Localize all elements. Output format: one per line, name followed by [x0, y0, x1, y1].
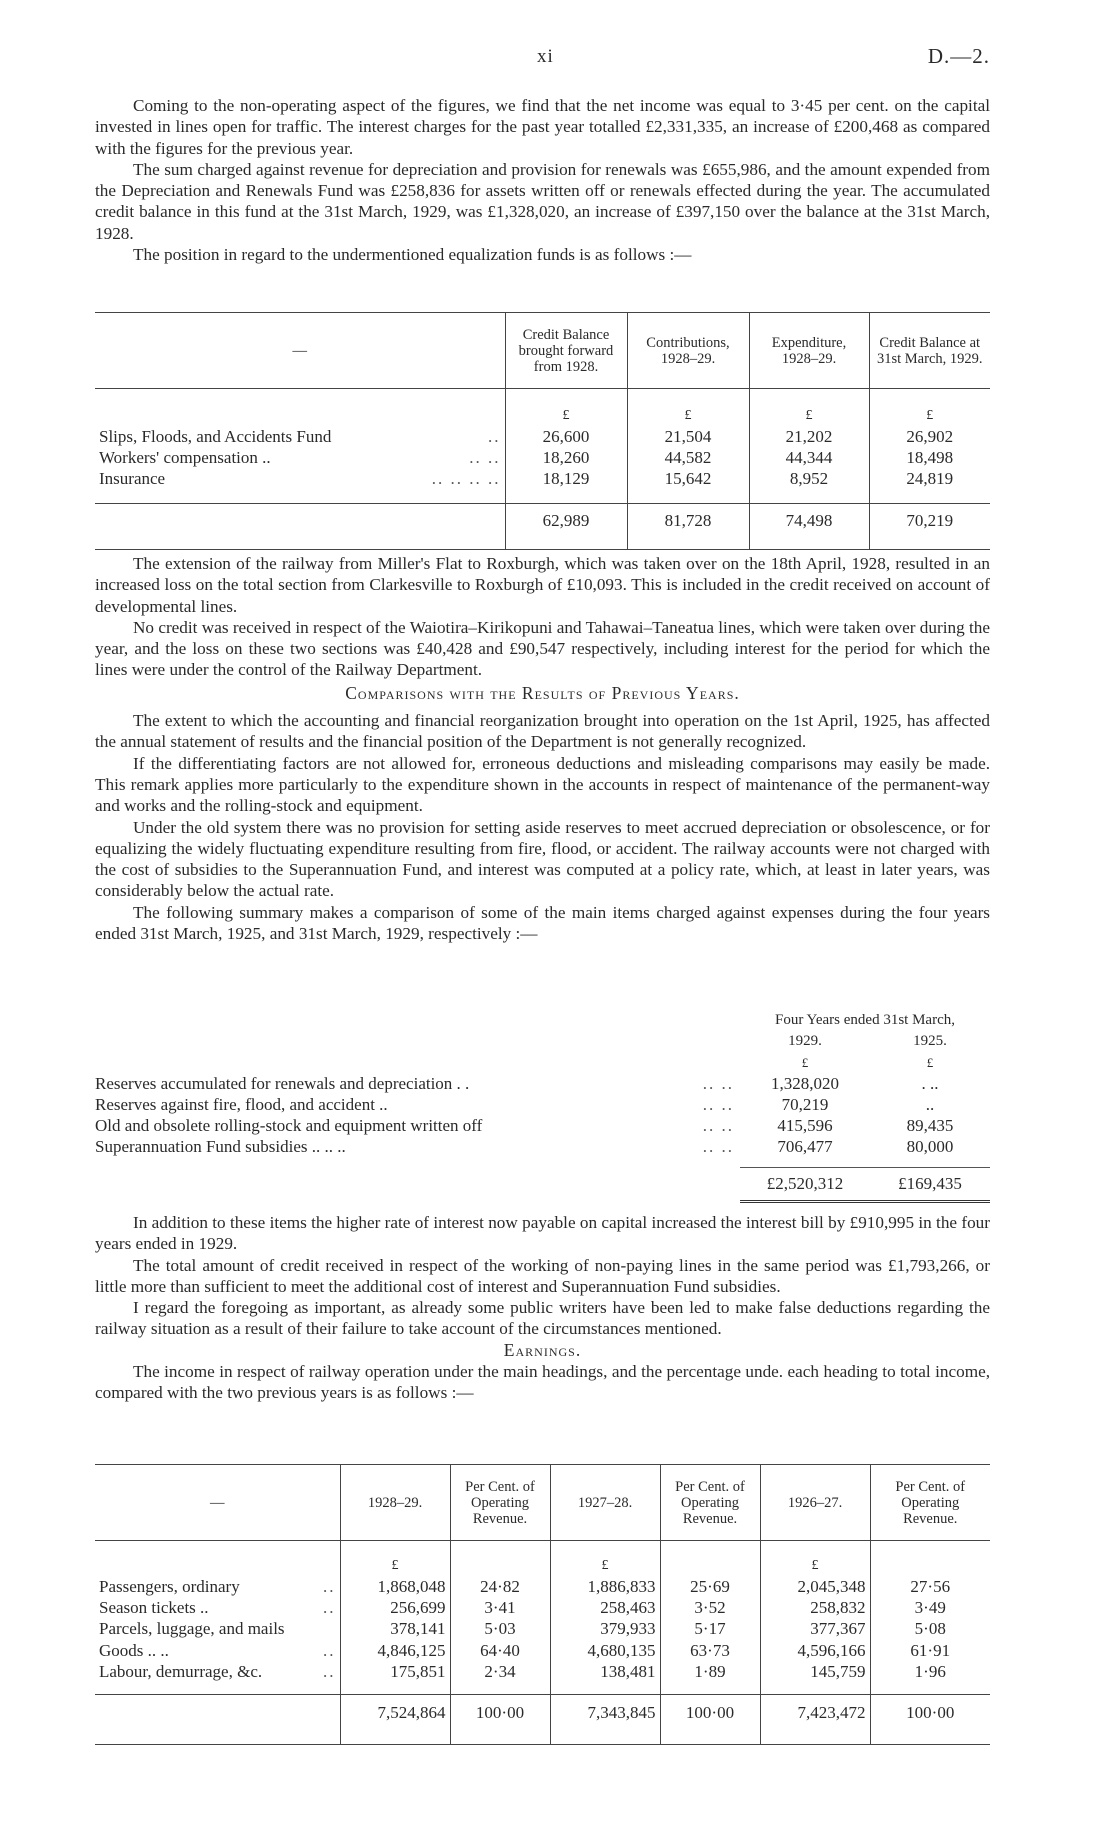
table-row: Slips, Floods, and Accidents Fund .. 26,600 21,504 21,202 26,902	[95, 426, 990, 447]
earnings-totals-row: 7,524,864 100·00 7,343,845 100·00 7,423,472 100·00	[95, 1694, 990, 1730]
paragraph: Coming to the non-operating aspect of the figures, we find that the net income was equal to 3·45 per cent. on the capital invested in lines open for traffic. The interest charges for the past year totalled £2,331,335, an increase of £200,468 as compared with the figures for the previous year.	[95, 96, 990, 158]
section-heading-comparisons: Comparisons with the Results of Previous Years.	[345, 682, 740, 703]
funds-col-header: Credit Balance at 31st March, 1929.	[869, 313, 990, 389]
paragraph: The extension of the railway from Miller's Flat to Roxburgh, which was taken over on the 18th April, 1928, resulted in an increased loss on the total section from Clarkesville to Roxburgh of £10,093. This is included in the credit received on account of developmental lines.	[95, 554, 990, 616]
paragraph: The position in regard to the undermentioned equalization funds is as follows :—	[133, 245, 692, 265]
table-row: Parcels, luggage, and mails 378,141 5·03 379,933 5·17 377,367 5·08	[95, 1618, 990, 1639]
table-row: Insurance .. .. .. .. 18,129 15,642 8,952 24,819	[95, 468, 990, 489]
funds-currency-row: £ £ £ £	[95, 405, 990, 426]
closing-paragraphs	[95, 1212, 990, 1404]
earnings-col-header: Per Cent. of Operating Revenue.	[870, 1465, 990, 1541]
funds-table	[95, 312, 990, 550]
table-row: Season tickets .. .. 256,699 3·41 258,463 3·52 258,832 3·49	[95, 1597, 990, 1618]
funds-col-header: Expenditure, 1928–29.	[749, 313, 869, 389]
summary-caption-row	[95, 1010, 990, 1031]
earnings-col-header: 1927–28.	[550, 1465, 660, 1541]
paragraph: Under the old system there was no provision for setting aside reserves to meet accrued depreciation or obsolescence, or for equalizing the widely fluctuating expenditure resulting from fire, flood, or accident. The railway accounts were not charged with the cost of subsidies to the Superannuation Fund, and interest was computed at a policy rate, which, at least in later years, was considerably below the actual rate.	[95, 817, 990, 901]
table-row: Reserves accumulated for renewals and depreciation . . .. .. 1,328,020 . ..	[95, 1074, 939, 1093]
funds-stub-header: —	[292, 342, 307, 359]
table-row: Old and obsolete rolling-stock and equipment written off .. .. 415,596 89,435	[95, 1116, 954, 1135]
paragraph: The sum charged against revenue for depreciation and provision for renewals was £655,986, and the amount expended from the Depreciation and Renewals Fund was £258,836 for assets written off or renewals effected during the year. The accumulated credit balance in this fund at the 31st March, 1929, was £1,328,020, an increase of £397,150 over the balance at the 31st March, 1928.	[95, 159, 990, 243]
earnings-col-header: Per Cent. of Operating Revenue.	[660, 1465, 760, 1541]
paragraph: The extent to which the accounting and financial reorganization brought into operation on the 1st April, 1925, has affected the annual statement of results and the financial position of the Department is not generally recognized.	[95, 711, 990, 752]
table-row: Labour, demurrage, &c. .. 175,851 2·34 138,481 1·89 145,759 1·96	[95, 1661, 990, 1682]
earnings-stub-header: —	[210, 1494, 225, 1511]
intro-paragraphs	[95, 95, 990, 265]
summary-totals-row: £2,520,312 £169,435	[95, 1167, 990, 1201]
earnings-col-header: 1928–29.	[340, 1465, 450, 1541]
paragraph: If the differentiating factors are not allowed for, erroneous deductions and misleading comparisons may easily be made. This remark applies more particularly to the expenditure shown in the accounts in respect of maintenance of the permanent-way and works and the rolling-stock and equipment.	[95, 753, 990, 816]
document-page	[95, 0, 990, 1841]
funds-col-header: Contributions, 1928–29.	[627, 313, 749, 389]
funds-totals-row: 62,989 81,728 74,498 70,219	[95, 504, 990, 538]
earnings-table	[95, 1464, 990, 1745]
summary-table	[95, 1010, 990, 1203]
funds-table-header	[95, 313, 990, 389]
earnings-table-header	[95, 1465, 990, 1541]
funds-col-header: Credit Balance brought forward from 1928.	[505, 313, 627, 389]
summary-caption: Four Years ended 31st March,	[775, 1012, 955, 1028]
table-row: Superannuation Fund subsidies .. .. .. .. .. 706,477 80,000	[95, 1137, 954, 1156]
table-row: Reserves against fire, flood, and accident .. .. .. 70,219 ..	[95, 1095, 935, 1114]
earnings-col-header: 1926–27.	[760, 1465, 870, 1541]
paragraph: The income in respect of railway operation under the main headings, and the percentage unde. each heading to total income, compared with the two previous years is as follows :—	[95, 1362, 990, 1403]
paragraph: In addition to these items the higher rate of interest now payable on capital increased the interest bill by £910,995 in the four years ended in 1929.	[95, 1213, 990, 1254]
paragraph: The total amount of credit received in respect of the working of non-paying lines in the same period was £1,793,266, or little more than sufficient to meet the additional cost of interest and Superannuation Fund subsidies.	[95, 1255, 990, 1296]
table-row: Goods .. .. .. 4,846,125 64·40 4,680,135 63·73 4,596,166 61·91	[95, 1640, 990, 1661]
paragraph: The following summary makes a comparison of some of the main items charged against expenses during the four years ended 31st March, 1925, and 31st March, 1929, respectively :—	[95, 902, 990, 944]
earnings-col-header: Per Cent. of Operating Revenue.	[450, 1465, 550, 1541]
paragraph: No credit was received in respect of the Waiotira–Kirikopuni and Tahawai–Taneatua lines, which were taken over during the year, and the loss on these two sections was £40,428 and £90,547 respectively, including interest for the period for which the lines were under the control of the Railway Department.	[95, 617, 990, 680]
summary-years-row: 1929. 1925.	[788, 1033, 947, 1049]
page-header	[95, 46, 990, 76]
section-heading-earnings: Earnings.	[503, 1339, 582, 1360]
extension-paragraphs	[95, 553, 990, 944]
table-row: Passengers, ordinary .. 1,868,048 24·82 1,886,833 25·69 2,045,348 27·56	[95, 1576, 990, 1597]
summary-currency-row: £ £	[801, 1055, 934, 1070]
earnings-currency-row: £ £ £	[95, 1555, 990, 1576]
page-number: xi	[537, 46, 554, 67]
document-reference: D.—2.	[927, 44, 990, 68]
table-row: Workers' compensation .. .. .. 18,260 44,582 44,344 18,498	[95, 447, 990, 468]
paragraph: I regard the foregoing as important, as already some public writers have been led to make false deductions regarding the railway situation as a result of their failure to take account of the circumstances mentioned.	[95, 1298, 990, 1339]
